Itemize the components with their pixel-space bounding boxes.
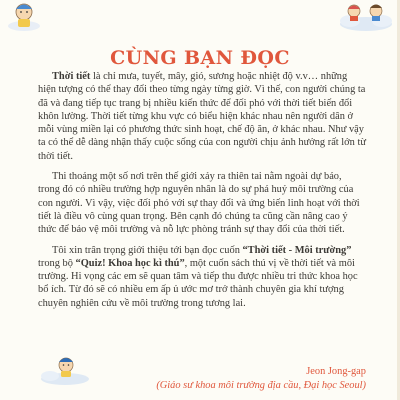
- paragraph-2-text: Thi thoảng một số nơi trên thế giới xảy ra thiên tai nằm ngoài dự báo, trong đó có nhiều trường hợp nguyên nhân là do sự phá huỷ môi trường của con người. Vì vậy, việc đối phó với sự thay đổi và ứng biến linh hoạt với thời tiết là điều vô cùng quan trọng. Bên cạnh đó chúng ta cũng cần nâng cao ý thức để bảo vệ môi trường và nỗ lực phòng tránh sự thay đổi của thời tiết.: [38, 171, 360, 236]
- series-title: “Quiz! Khoa học kì thú”: [75, 257, 185, 269]
- paragraph-3-suffix: , một cuốn sách thú vị về thời tiết và môi trường. Hi vọng các em sẽ quan tâm và tiếp thu được nhiều tri thức khoa học bổ ích. Từ đó sẽ có nhiều em ấp ủ ước mơ trở thành chuyên gia khí tượng chuyên nghiên cứu về môi trường trong tương lai.: [38, 257, 358, 309]
- cartoon-characters-on-cloud-icon: [336, 0, 396, 32]
- signature: [156, 365, 366, 393]
- page-title: CÙNG BẠN ĐỌC: [110, 46, 290, 69]
- author-name: Jeon Jong-gap: [306, 366, 366, 377]
- article-body: [38, 70, 366, 317]
- paragraph-3-middle: trong bộ: [38, 257, 76, 269]
- book-title: “Thời tiết - Môi trường”: [242, 244, 352, 256]
- paragraph-3-prefix: Tôi xin trân trọng giới thiệu tới bạn đọc cuốn: [52, 244, 243, 256]
- author-role: (Giáo sư khoa môi trường địa cầu, Đại học Seoul): [156, 380, 366, 391]
- cartoon-character-icon: [4, 0, 44, 32]
- cartoon-character-on-cloud-icon: [38, 352, 92, 386]
- paragraph-3: [38, 244, 366, 310]
- paragraph-2: [38, 170, 366, 236]
- paragraph-1: [38, 70, 366, 163]
- paragraph-1-text: là chỉ mưa, tuyết, mây, gió, sương hoặc nhiệt độ v.v… những hiện tượng có thể thay đổi theo từng ngày từng giờ. Vì thế, con người chúng ta đã và đang tiếp tục trang bị nhiều kiến thức để đối phó với thời tiết biến đổi khôn lường. Thời tiết từng khu vực có biểu hiện khác nhau nên người dân ở mỗi vùng miền lại có phương thức sinh hoạt, chế độ ăn, ở khác nhau. Như vậy ta có thể dễ dàng nhận thấy cuộc sống của con người chịu ảnh hưởng rất lớn từ thời tiết.: [38, 71, 366, 162]
- lead-term: Thời tiết: [52, 71, 91, 82]
